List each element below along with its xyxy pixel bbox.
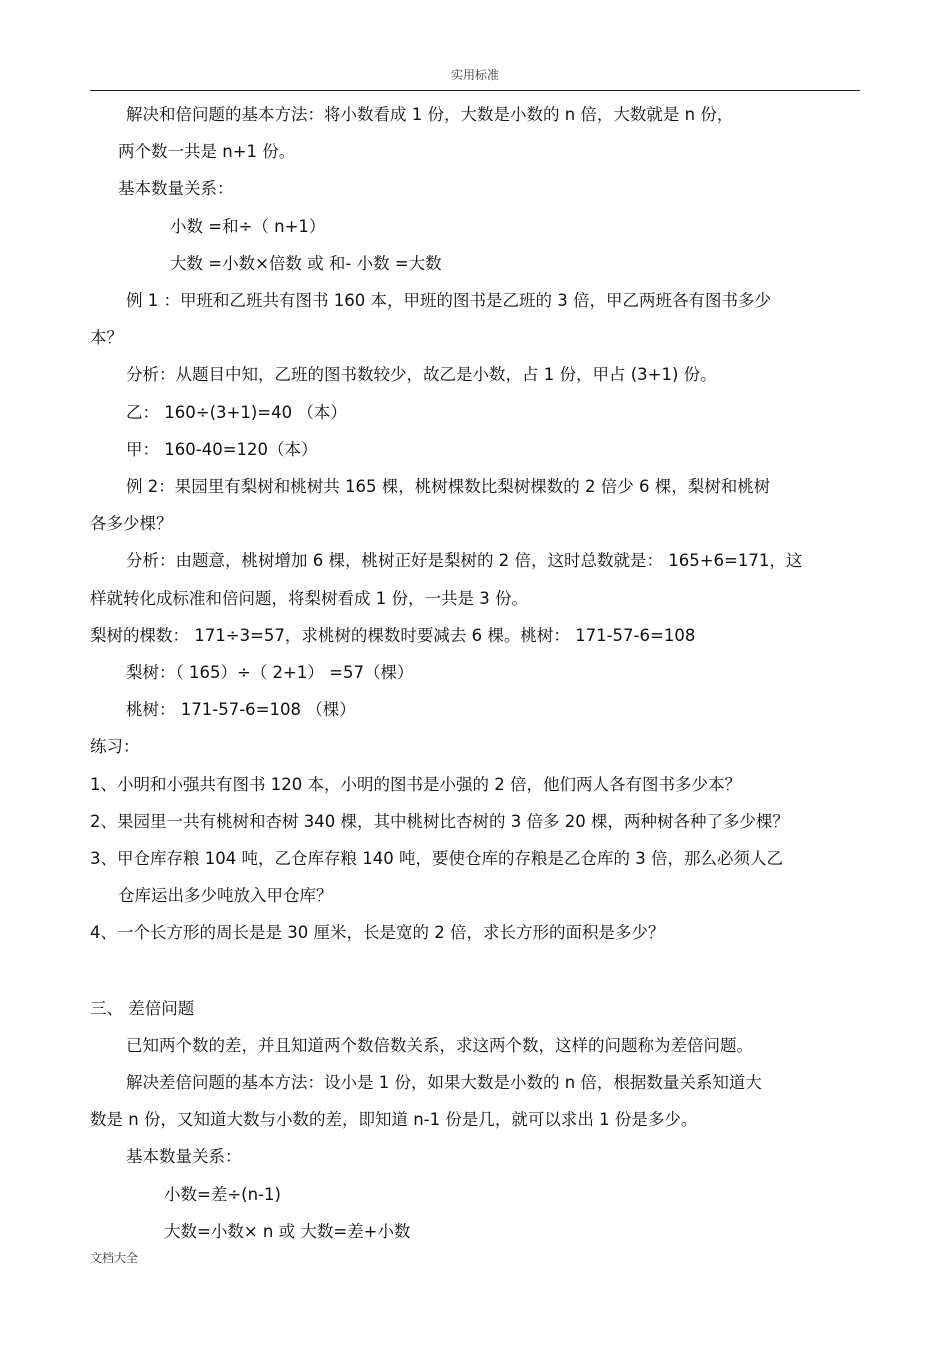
- section-gap: [90, 952, 860, 990]
- paragraph-line: 已知两个数的差，并且知道两个数倍数关系，求这两个数，这样的问题称为差倍问题。: [126, 1035, 753, 1055]
- exercise-item: 仓库运出多少吨放入甲仓库？: [118, 886, 333, 906]
- formula-line: 小数=差÷(n-1): [164, 1184, 281, 1204]
- document-body: [90, 96, 860, 1250]
- example-line: 本？: [90, 328, 123, 348]
- exercise-item: 3、甲仓库存粮 104 吨，乙仓库存粮 140 吨，要使仓库的存粮是乙仓库的 3 倍，那么必须人乙: [90, 849, 783, 869]
- formula-line: 小数 =和÷（ n+1）: [170, 216, 326, 236]
- analysis-line: 分析：由题意，桃树增加 6 棵，桃树正好是梨树的 2 倍，这时总数就是： 165+6=171，这: [126, 551, 803, 571]
- example-line: 各多少棵？: [90, 514, 173, 534]
- paragraph-line: 解决和倍问题的基本方法：将小数看成 1 份，大数是小数的 n 倍，大数就是 n 份，: [126, 105, 734, 124]
- paragraph-line: 基本数量关系：: [118, 179, 234, 199]
- example-line: 例 1 ：甲班和乙班共有图书 160 本，甲班的图书是乙班的 3 倍，甲乙两班各有图书多少: [126, 291, 771, 311]
- exercise-item: 1、小明和小强共有图书 120 本，小明的图书是小强的 2 倍，他们两人各有图书多少本？: [90, 774, 741, 794]
- formula-line: 大数 =小数×倍数 或 和- 小数 =大数: [170, 253, 442, 273]
- header-divider: [90, 90, 860, 91]
- exercise-heading: 练习：: [90, 737, 140, 757]
- exercise-item: 2、果园里一共有桃树和杏树 340 棵，其中桃树比杏树的 3 倍多 20 棵，两种树各种了多少棵？: [90, 811, 789, 831]
- page-header: 实用标准: [450, 68, 499, 82]
- solution-line: 桃树： 171-57-6=108 （棵）: [126, 700, 356, 720]
- page-footer: 文档大全: [90, 1251, 139, 1265]
- analysis-line: 分析：从题目中知，乙班的图书数较少，故乙是小数，占 1 份，甲占 (3+1) 份。: [126, 365, 717, 385]
- solution-line: 乙： 160÷(3+1)=40 （本）: [126, 402, 347, 422]
- paragraph-line: 基本数量关系：: [126, 1147, 242, 1167]
- paragraph-line: 两个数一共是 n+1 份。: [118, 142, 296, 162]
- analysis-line: 样就转化成标准和倍问题，将梨树看成 1 份，一共是 3 份。: [90, 588, 528, 608]
- exercise-item: 4、一个长方形的周长是是 30 厘米，长是宽的 2 倍，求长方形的面积是多少？: [90, 923, 665, 943]
- paragraph-line: 解决差倍问题的基本方法：设小是 1 份，如果大数是小数的 n 倍，根据数量关系知道大: [126, 1073, 762, 1093]
- formula-line: 大数=小数× n 或 大数=差+小数: [164, 1221, 411, 1241]
- section-heading: 三、 差倍问题: [90, 998, 195, 1018]
- solution-line: 梨树的棵数： 171÷3=57，求桃树的棵数时要减去 6 棵。桃树： 171-57-6=108: [90, 625, 696, 645]
- paragraph-line: 数是 n 份，又知道大数与小数的差，即知道 n-1 份是几，就可以求出 1 份是多少。: [90, 1110, 698, 1130]
- example-line: 例 2：果园里有梨树和桃树共 165 棵，桃树棵数比梨树棵数的 2 倍少 6 棵，梨树和桃树: [126, 477, 771, 497]
- solution-line: 梨树：（ 165）÷（ 2+1） =57（棵）: [126, 663, 414, 683]
- solution-line: 甲： 160-40=120（本）: [126, 439, 318, 459]
